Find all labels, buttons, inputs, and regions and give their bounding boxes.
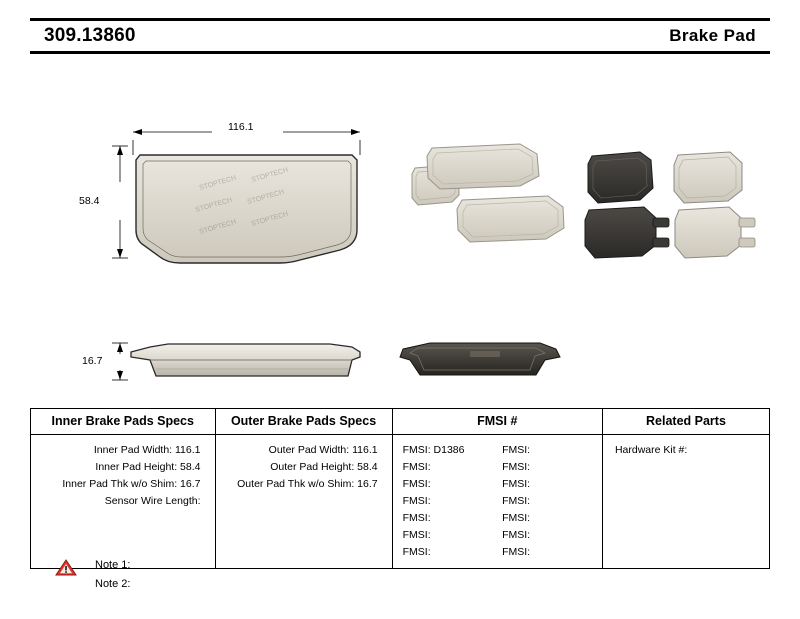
photo-pad-dark-1 [588,152,653,203]
column-header-related-parts: Related Parts [646,414,726,428]
dim-thickness-label: 16.7 [82,355,103,367]
fmsi-left: FMSI: [402,528,431,541]
warning-icon [55,558,77,577]
fmsi-line [401,543,594,560]
spec-line: Outer Pad Thk w/o Shim: 16.7 [237,477,378,490]
fmsi-line [401,509,594,526]
svg-text:STOPTECH: STOPTECH [194,196,234,214]
note-line-1: Note 1: [95,559,131,571]
part-number: 309.13860 [44,25,136,46]
svg-text:STOPTECH: STOPTECH [246,188,286,206]
drawing-svg [0,60,800,390]
notes-section [55,556,355,594]
fmsi-left: FMSI: [402,460,431,473]
fmsi-right: FMSI: [502,545,531,558]
fmsi-line [401,526,594,543]
note-line-2: Note 2: [95,578,131,590]
pad-top-view [136,155,357,263]
fmsi-line [401,492,594,509]
fmsi-left: FMSI: D1386 [402,443,465,456]
photo-pad-dark-3 [585,207,656,258]
page-title: Brake Pad [669,26,756,45]
spec-line: Inner Pad Height: 58.4 [95,460,201,473]
fmsi-right: FMSI: [502,460,531,473]
specifications-table [30,408,770,569]
svg-text:STOPTECH: STOPTECH [250,210,290,228]
fmsi-line [401,458,594,475]
spec-line: Outer Pad Width: 116.1 [268,443,378,456]
svg-text:STOPTECH: STOPTECH [250,166,290,184]
spec-line: Inner Pad Thk w/o Shim: 16.7 [62,477,201,490]
fmsi-right: FMSI: [502,528,531,541]
column-header-inner-specs: Inner Brake Pads Specs [31,409,216,434]
dim-height-label: 58.4 [79,195,100,207]
fmsi-cell [393,435,603,568]
table-body-row [31,435,769,568]
outer-specs-cell [216,435,393,568]
fmsi-left: FMSI: [402,545,431,558]
spec-line: Outer Pad Height: 58.4 [270,460,378,473]
spec-line: Inner Pad Width: 116.1 [93,443,201,456]
fmsi-line [401,475,594,492]
table-header-row [31,409,769,435]
svg-text:STOPTECH: STOPTECH [198,174,238,192]
photo-pad-dark-4 [675,207,741,258]
spec-line: Sensor Wire Length: [104,494,201,507]
svg-text:STOPTECH: STOPTECH [198,218,238,236]
fmsi-left: FMSI: [402,477,431,490]
document-header [30,18,770,54]
fmsi-left: FMSI: [402,511,431,524]
hardware-kit-line: Hardware Kit #: [614,443,688,456]
related-parts-cell [603,435,769,568]
fmsi-right: FMSI: [502,477,531,490]
inner-specs-cell [31,435,216,568]
dim-width-label: 116.1 [228,121,254,133]
column-header-fmsi: FMSI # [393,409,603,434]
dimension-width [133,132,360,155]
fmsi-right: FMSI: [502,443,531,456]
fmsi-left: FMSI: [402,494,431,507]
fmsi-right: FMSI: [502,511,531,524]
fmsi-line [401,441,594,458]
technical-drawing [0,60,800,390]
fmsi-right: FMSI: [502,494,531,507]
dimension-height [112,146,128,258]
column-header-outer-specs: Outer Brake Pads Specs [216,409,393,434]
